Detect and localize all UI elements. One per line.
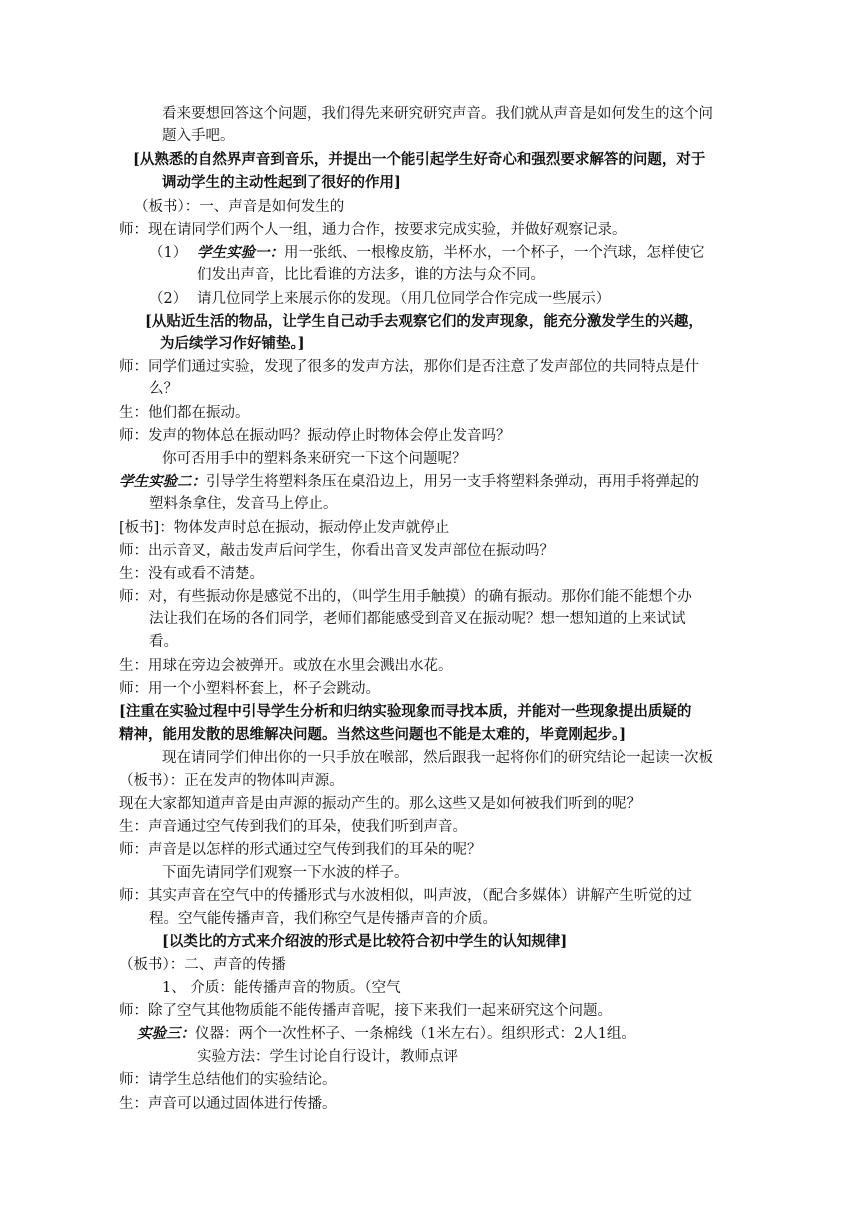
- text-line: 程。空气能传播声音，我们称空气是传播声音的介质。: [149, 911, 497, 927]
- text-line: 生：声音可以通过固体进行传播。: [119, 1096, 337, 1112]
- board-note: [板书]：物体发声时总在振动，振动停止发声就停止: [119, 520, 450, 536]
- commentary-line: [从贴近生活的物品，让学生自己动手去观察它们的发声现象，能充分激发学生的兴趣，: [145, 313, 703, 330]
- text-line: 1、 介质：能传播声音的物质。（空气: [162, 980, 401, 996]
- text-line: 师：现在请同学们两个人一组，通力合作，按要求完成实验，并做好观察记录。: [119, 222, 627, 238]
- text-line: 实验方法：学生讨论自行设计，教师点评: [197, 1049, 458, 1065]
- numbered-item: （1） 学生实验一：用一张纸、一根橡皮筋，半杯水，一个杯子，一个汽球，怎样使它: [149, 244, 705, 261]
- text-line: 师：除了空气其他物质能不能传播声音呢，接下来我们一起来研究这个问题。: [119, 1003, 612, 1019]
- commentary-line: 调动学生的主动性起到了很好的作用]: [162, 174, 401, 191]
- text-line: 师：对，有些振动你是感觉不出的，（叫学生用手触摸）的确有振动。那你们能不能想个办: [119, 589, 692, 605]
- numbered-item: （2） 请几位同学上来展示你的发现。（用几位同学合作完成一些展示）: [149, 291, 611, 307]
- text-line: 看。: [149, 634, 178, 650]
- text-line: 现在大家都知道声音是由声源的振动产生的。那么这些又是如何被我们听到的呢？: [119, 796, 641, 812]
- text-line: 实验三：仪器：两个一次性杯子、一条棉线（1米左右）。组织形式：2人1组。: [137, 1025, 636, 1042]
- experiment-label: 学生实验二：: [119, 473, 206, 490]
- text-line: 师：声音是以怎样的形式通过空气传到我们的耳朵的呢？: [119, 842, 482, 858]
- text-line: 么？: [149, 381, 178, 397]
- experiment-label: 学生实验一：: [197, 244, 284, 261]
- text-line: 生：用球在旁边会被弹开。或放在水里会溅出水花。: [119, 658, 453, 674]
- text-line: 题入手吧。: [162, 128, 235, 144]
- text-line: 师：其实声音在空气中的传播形式与水波相似，叫声波，（配合多媒体）讲解产生听觉的过: [119, 888, 692, 904]
- text-line: 学生实验二：引导学生将塑料条压在桌沿边上，用另一支手将塑料条弹动，再用手将弹起的: [119, 473, 699, 490]
- text-line: 看来要想回答这个问题，我们得先来研究研究声音。我们就从声音是如何发生的这个问: [162, 106, 713, 122]
- text-line: 生：他们都在振动。: [119, 405, 250, 421]
- item-number: （2）: [149, 291, 188, 307]
- commentary-line: [从熟悉的自然界声音到音乐，并提出一个能引起学生好奇心和强烈要求解答的问题，对于: [133, 151, 706, 168]
- text-line: 下面先请同学们观察一下水波的样子。: [162, 865, 409, 881]
- text-line: 师：同学们通过实验，发现了很多的发声方法，那你们是否注意了发声部位的共同特点是什: [119, 359, 699, 375]
- text-line: 师：发声的物体总在振动吗？振动停止时物体会停止发音吗？: [119, 428, 511, 444]
- text-line: 生：声音通过空气传到我们的耳朵，使我们听到声音。: [119, 819, 467, 835]
- text-line: 师：出示音叉，敲击发声后问学生，你看出音叉发声部位在振动吗？: [119, 543, 554, 559]
- text-line: 塑料条拿住，发音马上停止。: [149, 496, 338, 512]
- experiment-label: 实验三：: [137, 1025, 195, 1042]
- text-line: 生：没有或看不清楚。: [119, 566, 264, 582]
- board-note: （板书）：正在发声的物体叫声源。: [119, 773, 344, 789]
- commentary-line: 为后续学习作好铺垫。]: [160, 335, 305, 352]
- board-note: （板书）：二、声音的传播: [119, 957, 286, 973]
- item-number: （1）: [149, 245, 188, 261]
- text-line: 师：用一个小塑料杯套上，杯子会跳动。: [119, 681, 380, 697]
- commentary-line: 精神，能用发散的思维解决问题。当然这些问题也不能是太难的，毕竟刚起步。]: [119, 726, 627, 743]
- commentary-line: [注重在实验过程中引导学生分析和归纳实验现象而寻找本质，并能对一些现象提出质疑的: [119, 703, 692, 720]
- commentary-line: [以类比的方式来介绍波的形式是比较符合初中学生的认知规律]: [162, 933, 568, 950]
- text-line: 现在请同学们伸出你的一只手放在喉部，然后跟我一起将你们的研究结论一起读一次板: [162, 750, 713, 766]
- text-line: 你可否用手中的塑料条来研究一下这个问题呢？: [162, 451, 467, 467]
- board-note: （板书）：一、声音是如何发生的: [134, 199, 345, 215]
- text-line: 们发出声音，比比看谁的方法多，谁的方法与众不同。: [197, 267, 545, 283]
- text-line: 师：请学生总结他们的实验结论。: [119, 1072, 337, 1088]
- text-line: 法让我们在场的各们同学，老师们都能感受到音叉在振动呢？想一想知道的上来试试: [149, 611, 686, 627]
